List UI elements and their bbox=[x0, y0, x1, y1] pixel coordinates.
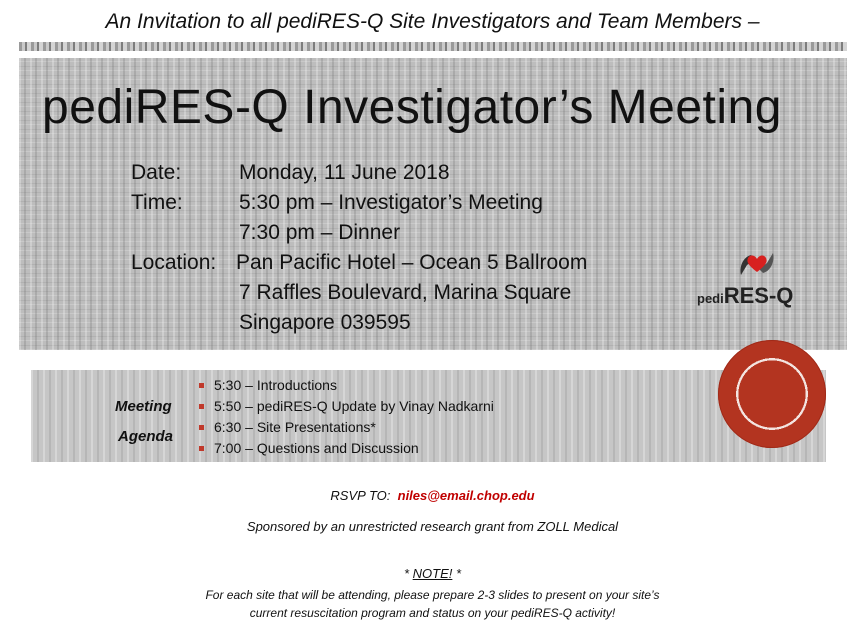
note-line-1: For each site that will be attending, please prepare 2-3 slides to present on your site’s bbox=[205, 588, 660, 602]
bullet-icon bbox=[199, 446, 204, 451]
rsvp-label: RSVP TO: bbox=[330, 488, 391, 503]
logo-text-small: pedi bbox=[697, 291, 724, 306]
decorative-band-top bbox=[19, 42, 847, 51]
agenda-item-text: 7:00 – Questions and Discussion bbox=[214, 440, 419, 456]
time-value-meeting: 5:30 pm – Investigator’s Meeting bbox=[239, 191, 543, 214]
sponsor-line: Sponsored by an unrestricted research grant from ZOLL Medical bbox=[246, 519, 619, 534]
decorative-red-seal bbox=[718, 340, 826, 448]
note-heading bbox=[0, 566, 865, 581]
heart-hands-icon bbox=[737, 245, 777, 281]
agenda-list bbox=[199, 375, 494, 459]
location-address: 7 Raffles Boulevard, Marina Square bbox=[239, 281, 572, 304]
location-label: Location: bbox=[131, 251, 217, 274]
location-venue: Pan Pacific Hotel – Ocean 5 Ballroom bbox=[236, 251, 588, 274]
agenda-item-text: 5:50 – pediRES-Q Update by Vinay Nadkarni bbox=[214, 398, 494, 414]
note-suffix: * bbox=[452, 566, 462, 581]
agenda-title-line-2: Agenda bbox=[118, 428, 174, 445]
note-prefix: * bbox=[403, 566, 413, 581]
bullet-icon bbox=[199, 404, 204, 409]
agenda-item-text: 5:30 – Introductions bbox=[214, 377, 337, 393]
agenda-title bbox=[115, 392, 173, 452]
note-body bbox=[0, 586, 865, 622]
agenda-item bbox=[199, 375, 494, 396]
logo-text-big: RES-Q bbox=[723, 283, 794, 308]
agenda-item bbox=[199, 417, 494, 438]
date-label: Date: bbox=[131, 161, 182, 184]
note-word: NOTE! bbox=[412, 566, 453, 581]
note-line-2: current resuscitation program and status on your pediRES-Q activity! bbox=[249, 606, 616, 620]
pediresq-logo bbox=[697, 245, 822, 315]
meeting-title: pediRES-Q Investigator’s Meeting bbox=[42, 81, 782, 134]
time-value-dinner: 7:30 pm – Dinner bbox=[239, 221, 401, 244]
logo-wordmark bbox=[697, 283, 793, 309]
location-city: Singapore 039595 bbox=[239, 311, 411, 334]
invitation-heading: An Invitation to all pediRES-Q Site Investigators and Team Members – bbox=[105, 10, 760, 33]
rsvp-email-link[interactable]: niles@email.chop.edu bbox=[397, 488, 535, 503]
bullet-icon bbox=[199, 383, 204, 388]
bullet-icon bbox=[199, 425, 204, 430]
rsvp-line bbox=[0, 488, 865, 503]
agenda-item bbox=[199, 438, 494, 459]
agenda-title-line-1: Meeting bbox=[115, 398, 172, 415]
agenda-item-text: 6:30 – Site Presentations* bbox=[214, 419, 376, 435]
time-label: Time: bbox=[131, 191, 183, 214]
agenda-item bbox=[199, 396, 494, 417]
date-value: Monday, 11 June 2018 bbox=[239, 161, 450, 184]
